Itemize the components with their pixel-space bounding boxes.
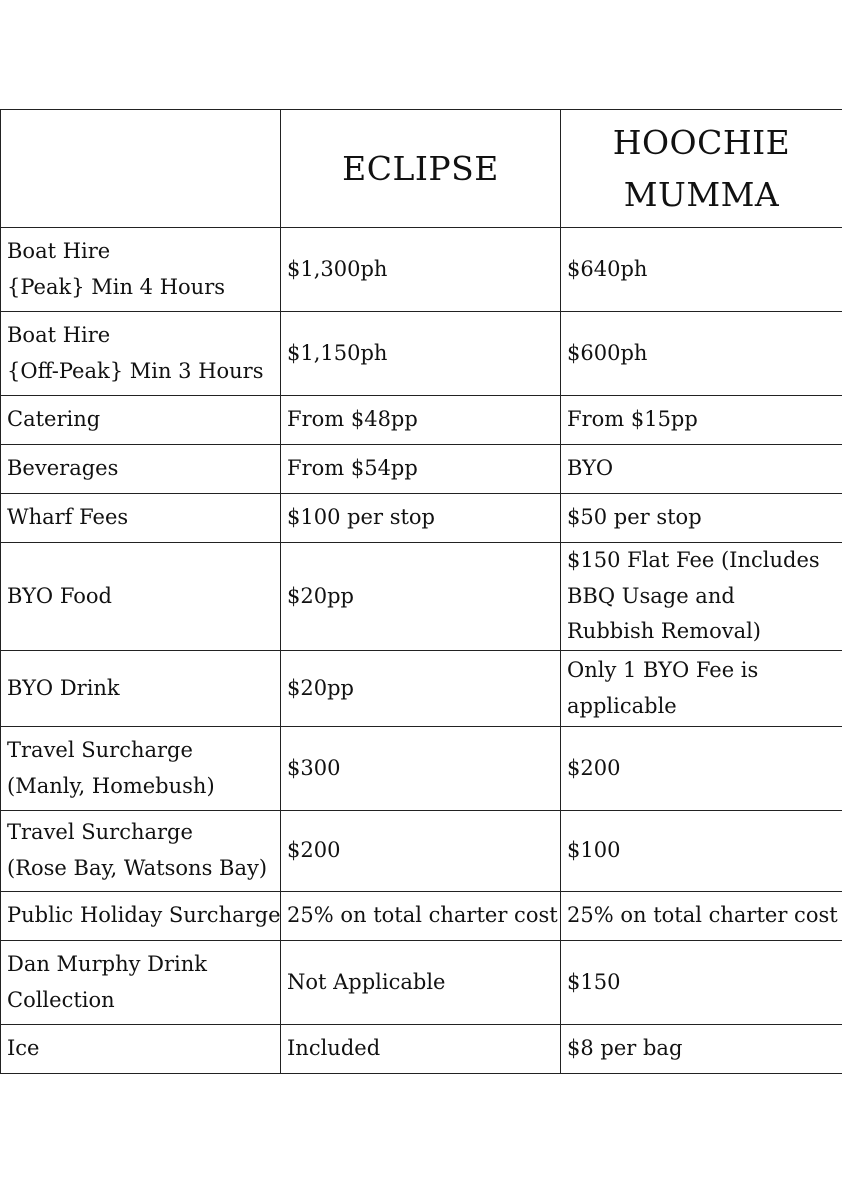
table-row: [1, 941, 842, 1025]
header-hoochie-line-1: HOOCHIE: [612, 123, 791, 163]
row-label-line: {Off-Peak} Min 3 Hours: [7, 358, 264, 383]
hoochie-cell: [561, 651, 842, 727]
eclipse-cell: $200: [281, 811, 561, 892]
hoochie-cell: [561, 396, 842, 445]
hoochie-cell: [561, 892, 842, 941]
hoochie-line: $50 per stop: [567, 505, 702, 530]
eclipse-cell: $300: [281, 727, 561, 811]
row-label-line: Travel Surcharge: [7, 737, 193, 762]
hoochie-line: $640ph: [567, 256, 648, 281]
table-row: [1, 727, 842, 811]
pricing-table: [0, 109, 842, 1074]
hoochie-line: BYO: [567, 456, 614, 481]
hoochie-line: Only 1 BYO Fee is: [567, 657, 759, 682]
row-label-line: Wharf Fees: [7, 505, 129, 530]
row-label: [1, 651, 281, 727]
row-label: [1, 494, 281, 543]
row-label-line: Beverages: [7, 456, 119, 481]
hoochie-line: From $15pp: [567, 407, 698, 432]
row-label-line: (Rose Bay, Watsons Bay): [7, 856, 268, 881]
row-label-line: Ice: [7, 1036, 40, 1061]
hoochie-line: 25% on total charter cost: [567, 903, 838, 928]
hoochie-line: $600ph: [567, 340, 648, 365]
header-corner-cell: [1, 110, 281, 228]
hoochie-line: $150: [567, 969, 621, 994]
eclipse-cell: $20pp: [281, 543, 561, 651]
row-label: [1, 892, 281, 941]
table-row: [1, 312, 842, 396]
hoochie-cell: [561, 445, 842, 494]
hoochie-line: $200: [567, 755, 621, 780]
hoochie-cell: [561, 543, 842, 651]
eclipse-cell: $100 per stop: [281, 494, 561, 543]
row-label-line: Catering: [7, 407, 101, 432]
hoochie-line: $150 Flat Fee (Includes: [567, 548, 820, 572]
header-hoochie-mumma: [561, 110, 842, 228]
hoochie-line: $100: [567, 838, 621, 863]
table-row: [1, 494, 842, 543]
eclipse-cell: Included: [281, 1025, 561, 1074]
table-header-row: [1, 110, 842, 228]
header-eclipse: ECLIPSE: [281, 110, 561, 228]
row-label-line: BYO Food: [7, 583, 112, 608]
row-label-line: (Manly, Homebush): [7, 773, 215, 798]
eclipse-cell: Not Applicable: [281, 941, 561, 1025]
row-label: [1, 312, 281, 396]
hoochie-line: $8 per bag: [567, 1036, 683, 1061]
table-row: [1, 651, 842, 727]
eclipse-cell: $1,150ph: [281, 312, 561, 396]
row-label: [1, 445, 281, 494]
row-label-line: {Peak} Min 4 Hours: [7, 274, 226, 299]
table-row: [1, 396, 842, 445]
table-row: [1, 892, 842, 941]
row-label: [1, 543, 281, 651]
row-label-line: Boat Hire: [7, 322, 111, 347]
hoochie-cell: [561, 941, 842, 1025]
row-label-line: Public Holiday Surcharge: [7, 903, 281, 928]
hoochie-cell: [561, 1025, 842, 1074]
table-row: [1, 543, 842, 651]
hoochie-cell: [561, 811, 842, 892]
row-label-line: Dan Murphy Drink: [7, 951, 207, 976]
table-row: [1, 445, 842, 494]
hoochie-cell: [561, 727, 842, 811]
row-label-line: Travel Surcharge: [7, 820, 193, 845]
row-label-line: Collection: [7, 987, 115, 1012]
row-label: [1, 727, 281, 811]
row-label: [1, 396, 281, 445]
row-label: [1, 228, 281, 312]
eclipse-cell: From $54pp: [281, 445, 561, 494]
table-row: [1, 228, 842, 312]
eclipse-cell: From $48pp: [281, 396, 561, 445]
hoochie-cell: [561, 228, 842, 312]
table-row: [1, 811, 842, 892]
eclipse-cell: 25% on total charter cost: [281, 892, 561, 941]
eclipse-cell: $20pp: [281, 651, 561, 727]
table-row: [1, 1025, 842, 1074]
row-label: [1, 1025, 281, 1074]
hoochie-cell: [561, 494, 842, 543]
hoochie-line: Rubbish Removal): [567, 619, 762, 644]
header-hoochie-line-2: MUMMA: [623, 174, 780, 214]
hoochie-line: applicable: [567, 693, 677, 718]
row-label-line: BYO Drink: [7, 675, 120, 700]
hoochie-cell: [561, 312, 842, 396]
row-label: [1, 941, 281, 1025]
eclipse-cell: $1,300ph: [281, 228, 561, 312]
row-label-line: Boat Hire: [7, 238, 111, 263]
hoochie-line: BBQ Usage and: [567, 583, 735, 608]
row-label: [1, 811, 281, 892]
